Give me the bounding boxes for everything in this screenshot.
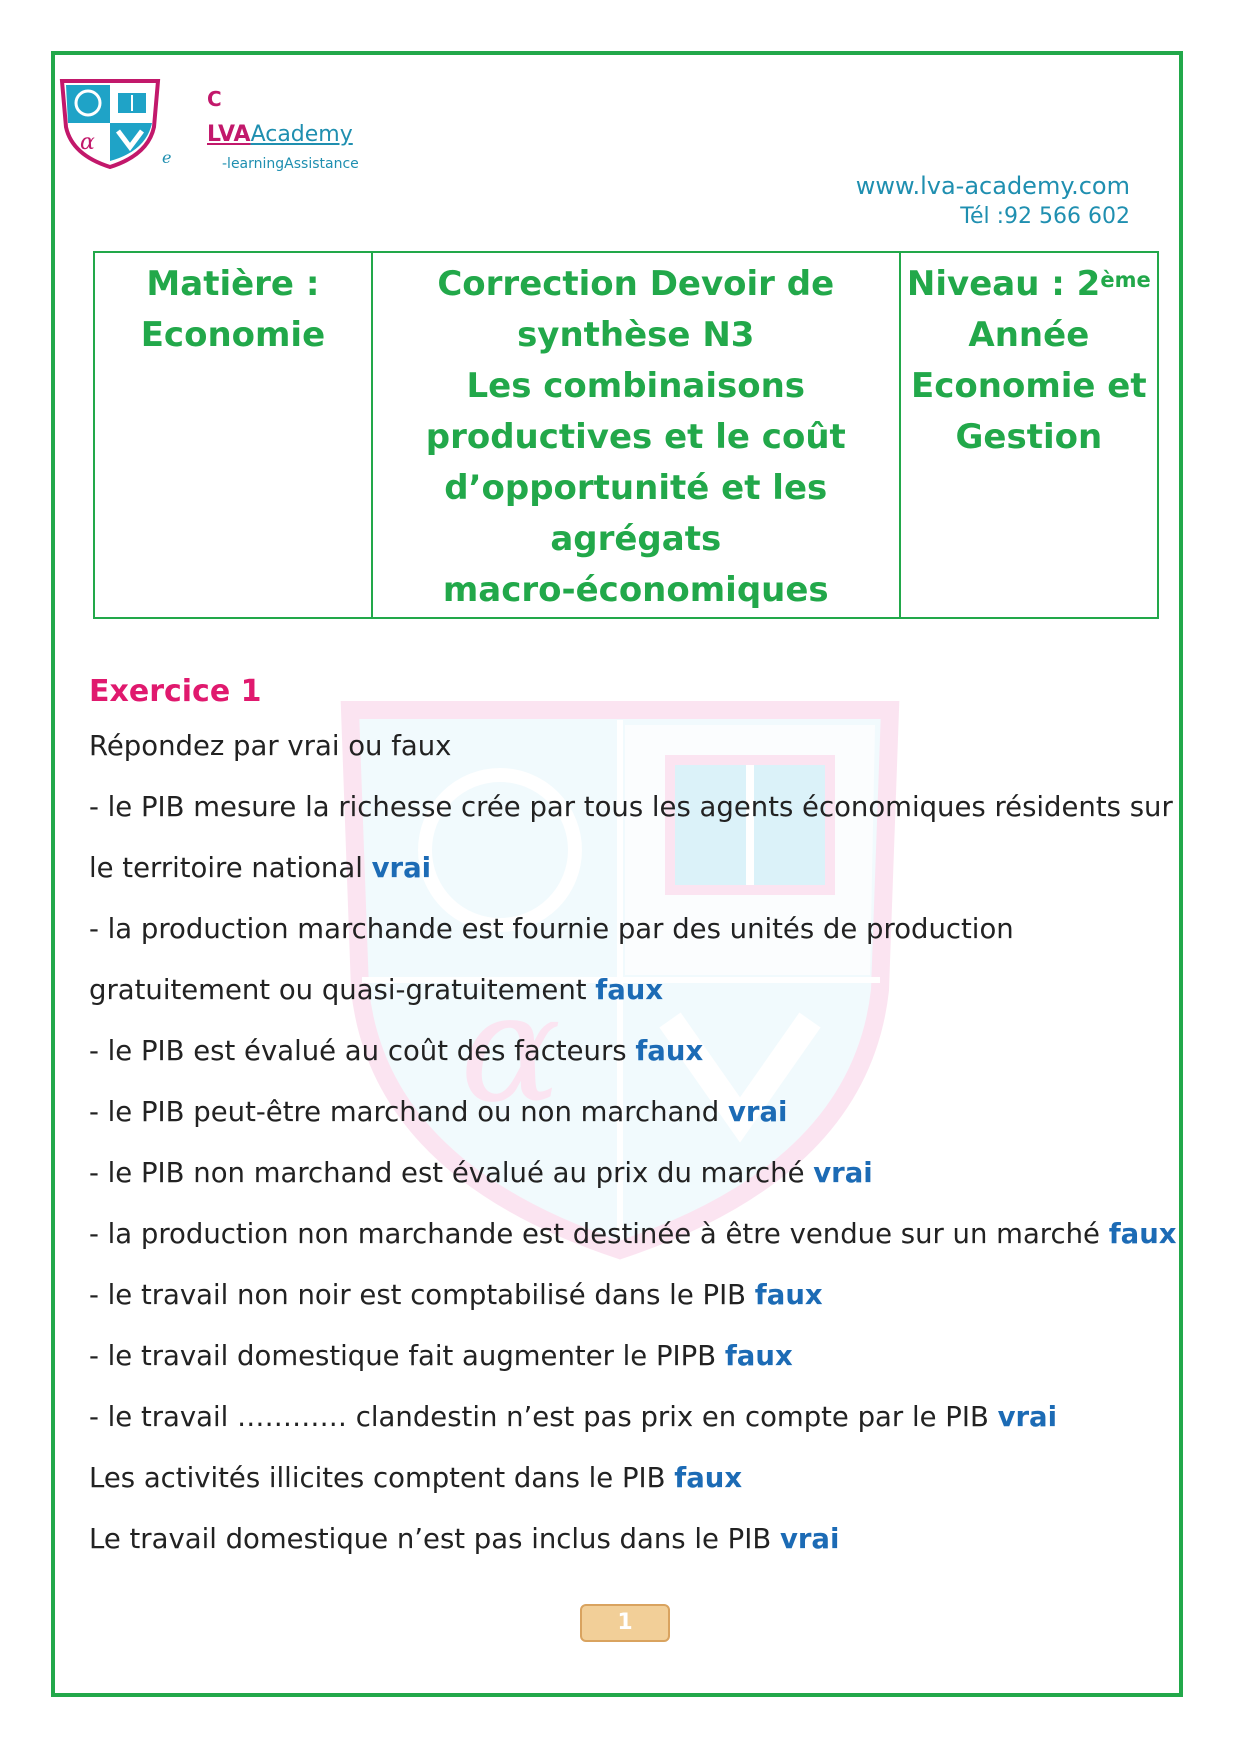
exercise-line [89, 1082, 1159, 1143]
exercise-line [89, 1265, 1159, 1326]
exercise-line [89, 1387, 1159, 1448]
page-number: 1 [580, 1604, 670, 1642]
phone-number: Tél :92 566 602 [960, 204, 1130, 229]
answer-faux: faux [674, 1462, 743, 1494]
answer-faux: faux [595, 974, 664, 1006]
website-url[interactable]: www.lva-academy.com [855, 172, 1130, 200]
title-line: d’opportunité et les agrégats [444, 468, 828, 559]
exercise-lines [89, 716, 1177, 1570]
level-label-text: Niveau : 2 [906, 264, 1101, 304]
answer-faux: faux [635, 1035, 704, 1067]
statement-text: - le travail ………… clandestin n’est pas prix en compte par le PIB [89, 1401, 998, 1433]
title-line: macro-économiques [442, 570, 829, 610]
svg-text:α: α [460, 962, 562, 1136]
exercise-line [89, 1021, 1159, 1082]
title-line: synthèse N3 [517, 315, 755, 355]
answer-vrai: vrai [813, 1157, 873, 1189]
answer-vrai: vrai [997, 1401, 1058, 1433]
answer-vrai: vrai [728, 1096, 788, 1128]
brand-lva: LVA [207, 122, 251, 147]
brand-letter-e: e [162, 148, 172, 167]
brand-academy: Academy [250, 122, 353, 147]
level-line: Economie et [911, 366, 1147, 406]
title-cell [372, 252, 900, 618]
exercise-title: Exercice 1 [89, 674, 262, 709]
subject-cell [94, 252, 372, 618]
title-line: Les combinaisons [466, 366, 806, 406]
statement-text: Le travail domestique n’est pas inclus dans le PIB [89, 1523, 780, 1555]
statement-text: - le PIB non marchand est évalué au prix du marché [89, 1157, 814, 1189]
level-cell [900, 252, 1158, 618]
answer-faux: faux [754, 1279, 823, 1311]
header-table [93, 251, 1159, 619]
exercise-line [89, 899, 1159, 960]
brand-name [207, 122, 353, 147]
statement-text: - le PIB peut-être marchand ou non marchand [89, 1096, 728, 1128]
title-line: productives et le coût [425, 417, 846, 457]
statement-text: Les activités illicites comptent dans le PIB [89, 1462, 675, 1494]
statement-text: gratuitement ou quasi-gratuitement [89, 974, 596, 1006]
subject-label: Matière : [146, 264, 320, 304]
statement-text: Répondez par vrai ou faux [89, 730, 452, 762]
level-superscript: ème [1100, 268, 1151, 292]
answer-faux: faux [1108, 1218, 1177, 1250]
statement-text: - la production non marchande est destinée à être vendue sur un marché [89, 1218, 1109, 1250]
exercise-line [89, 1448, 1159, 1509]
statement-text: le territoire national [89, 852, 372, 884]
title-line: Correction Devoir de [437, 264, 835, 304]
brand-letter-c: C [207, 87, 222, 111]
brand-tagline: -learningAssistance [222, 156, 359, 172]
svg-text:α: α [80, 130, 95, 155]
exercise-line [89, 960, 1159, 1021]
statement-text: - le travail domestique fait augmenter le PIPB [89, 1340, 725, 1372]
statement-text: - le PIB est évalué au coût des facteurs [89, 1035, 636, 1067]
exercise-line [89, 777, 1173, 838]
answer-vrai: vrai [371, 852, 432, 884]
level-label [902, 259, 1156, 310]
answer-faux: faux [724, 1340, 793, 1372]
statement-text: - la production marchande est fournie par des unités de production [89, 913, 1014, 945]
exercise-content [89, 668, 1177, 1570]
answer-vrai: vrai [779, 1523, 840, 1555]
level-line: Gestion [955, 417, 1103, 457]
exercise-line [89, 1326, 1159, 1387]
exercise-line [89, 1509, 1159, 1570]
statement-text: - le PIB mesure la richesse crée par tous les agents économiques résidents sur [89, 791, 1173, 823]
statement-text: - le travail non noir est comptabilisé dans le PIB [89, 1279, 755, 1311]
exercise-line [89, 838, 1159, 899]
lva-academy-logo [58, 77, 164, 169]
level-line: Année [968, 315, 1090, 355]
exercise-line [89, 1143, 1159, 1204]
exercise-line [89, 716, 1159, 777]
exercise-line [89, 1204, 1177, 1265]
subject-value: Economie [140, 315, 326, 355]
